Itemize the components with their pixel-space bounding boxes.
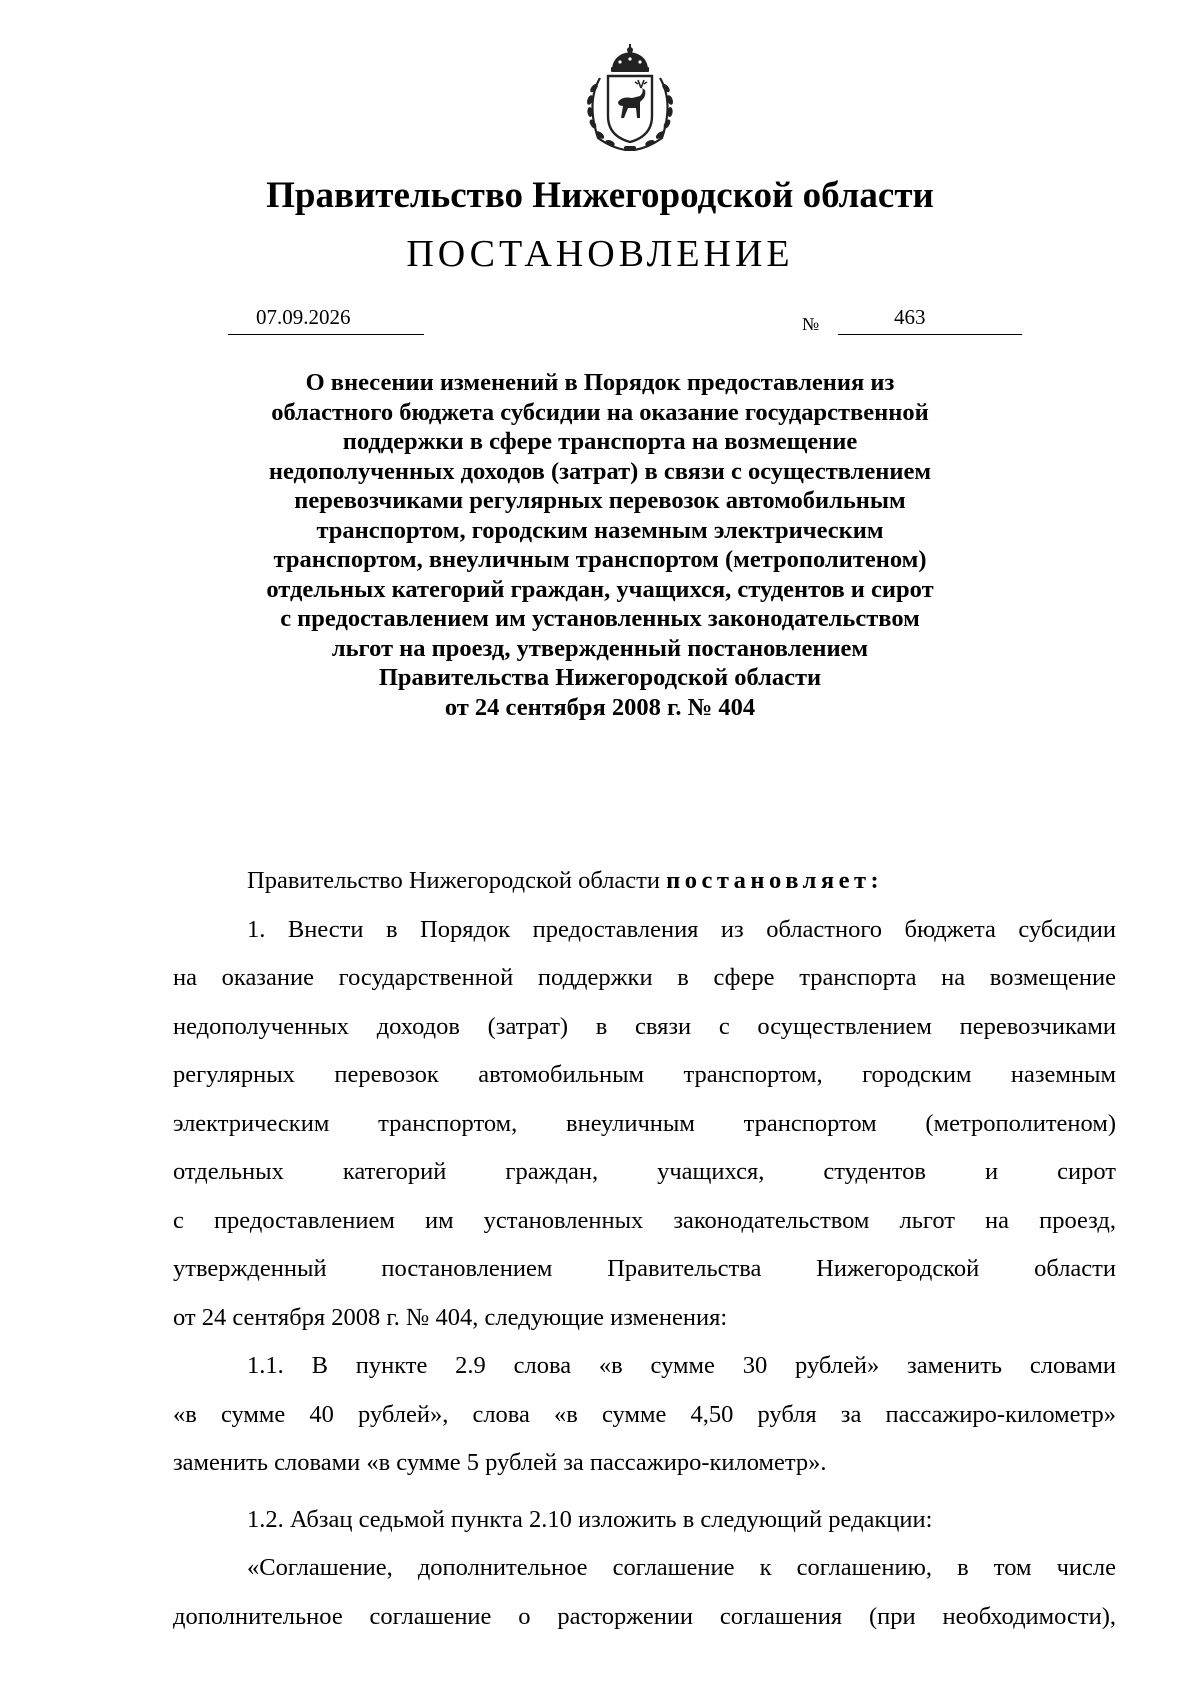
document-date-field — [228, 304, 424, 335]
paragraph-1-line: регулярных перевозок автомобильным транспортом, городским наземным — [173, 1061, 1116, 1088]
subject-line: от 24 сентября 2008 г. № 404 — [444, 693, 756, 721]
document-number: 463 — [894, 305, 926, 329]
number-sign: № — [802, 314, 820, 334]
paragraph-1-1-line: «в сумме 40 рублей», слова «в сумме 4,50 рубля за пассажиро-километр» — [173, 1400, 1116, 1428]
document-kind: ПОСТАНОВЛЕНИЕ — [406, 233, 794, 275]
subject-line: транспортом, внеуличным транспортом (метрополитеном) — [273, 546, 927, 573]
subject-line: поддержки в сфере транспорта на возмещение — [342, 428, 858, 455]
subject-line: льгот на проезд, утвержденный постановлением — [331, 634, 869, 662]
preamble-paragraph — [173, 857, 1116, 906]
preamble-decree-word: постановляет: — [666, 867, 884, 894]
quote-line: «Соглашение, дополнительное соглашение к соглашению, в том числе — [247, 1554, 1116, 1581]
paragraph-1-line: утвержденный постановлением Правительства Нижегородской области — [173, 1255, 1116, 1282]
document-number-field — [838, 304, 1022, 335]
paragraph-gap — [173, 1488, 1116, 1496]
subject-line: с предоставлением им установленных законодательством — [280, 605, 920, 632]
paragraph-1-1-line: заменить словами «в сумме 5 рублей за пассажиро-километр». — [173, 1449, 827, 1476]
subject-line: транспортом, городским наземным электрическим — [316, 516, 884, 544]
paragraph-1-line: от 24 сентября 2008 г. № 404, следующие изменения: — [173, 1303, 728, 1331]
paragraph-1-1-line: 1.1. В пункте 2.9 слова «в сумме 30 рублей» заменить словами — [247, 1352, 1116, 1379]
quote-line: дополнительное соглашение о расторжении соглашения (при необходимости), — [173, 1602, 1116, 1630]
subject-line: О внесении изменений в Порядок предоставления из — [305, 369, 895, 396]
paragraph-1-line: на оказание государственной поддержки в сфере транспорта на возмещение — [173, 964, 1116, 991]
document-date: 07.09.2026 — [256, 305, 351, 329]
subject-line: отдельных категорий граждан, учащихся, студентов и сирот — [266, 575, 934, 603]
subject-line: областного бюджета субсидии на оказание государственной — [271, 398, 929, 426]
subject-line: перевозчиками регулярных перевозок автомобильным — [294, 487, 906, 514]
subject-line: недополученных доходов (затрат) в связи с осуществлением — [268, 457, 932, 485]
paragraph-1-2: 1.2. Абзац седьмой пункта 2.10 изложить в следующий редакции: — [247, 1505, 933, 1533]
preamble-text: Правительство Нижегородской области — [247, 867, 660, 894]
subject-line: Правительства Нижегородской области — [378, 664, 822, 691]
document-body — [173, 857, 1116, 1641]
coat-of-arms-icon — [578, 42, 682, 154]
paragraph-1-line: недополученных доходов (затрат) в связи с осуществлением перевозчиками — [173, 1012, 1116, 1040]
document-subject — [200, 368, 1000, 722]
paragraph-1-line: с предоставлением им установленных законодательством льгот на проезд, — [173, 1206, 1116, 1234]
paragraph-1-line: отдельных категорий граждан, учащихся, студентов и сирот — [173, 1158, 1116, 1185]
government-title: Правительство Нижегородской области — [266, 175, 934, 216]
paragraph-1-line: 1. Внести в Порядок предоставления из областного бюджета субсидии — [247, 915, 1116, 943]
paragraph-1-line: электрическим транспортом, внеуличным транспортом (метрополитеном) — [173, 1109, 1116, 1137]
